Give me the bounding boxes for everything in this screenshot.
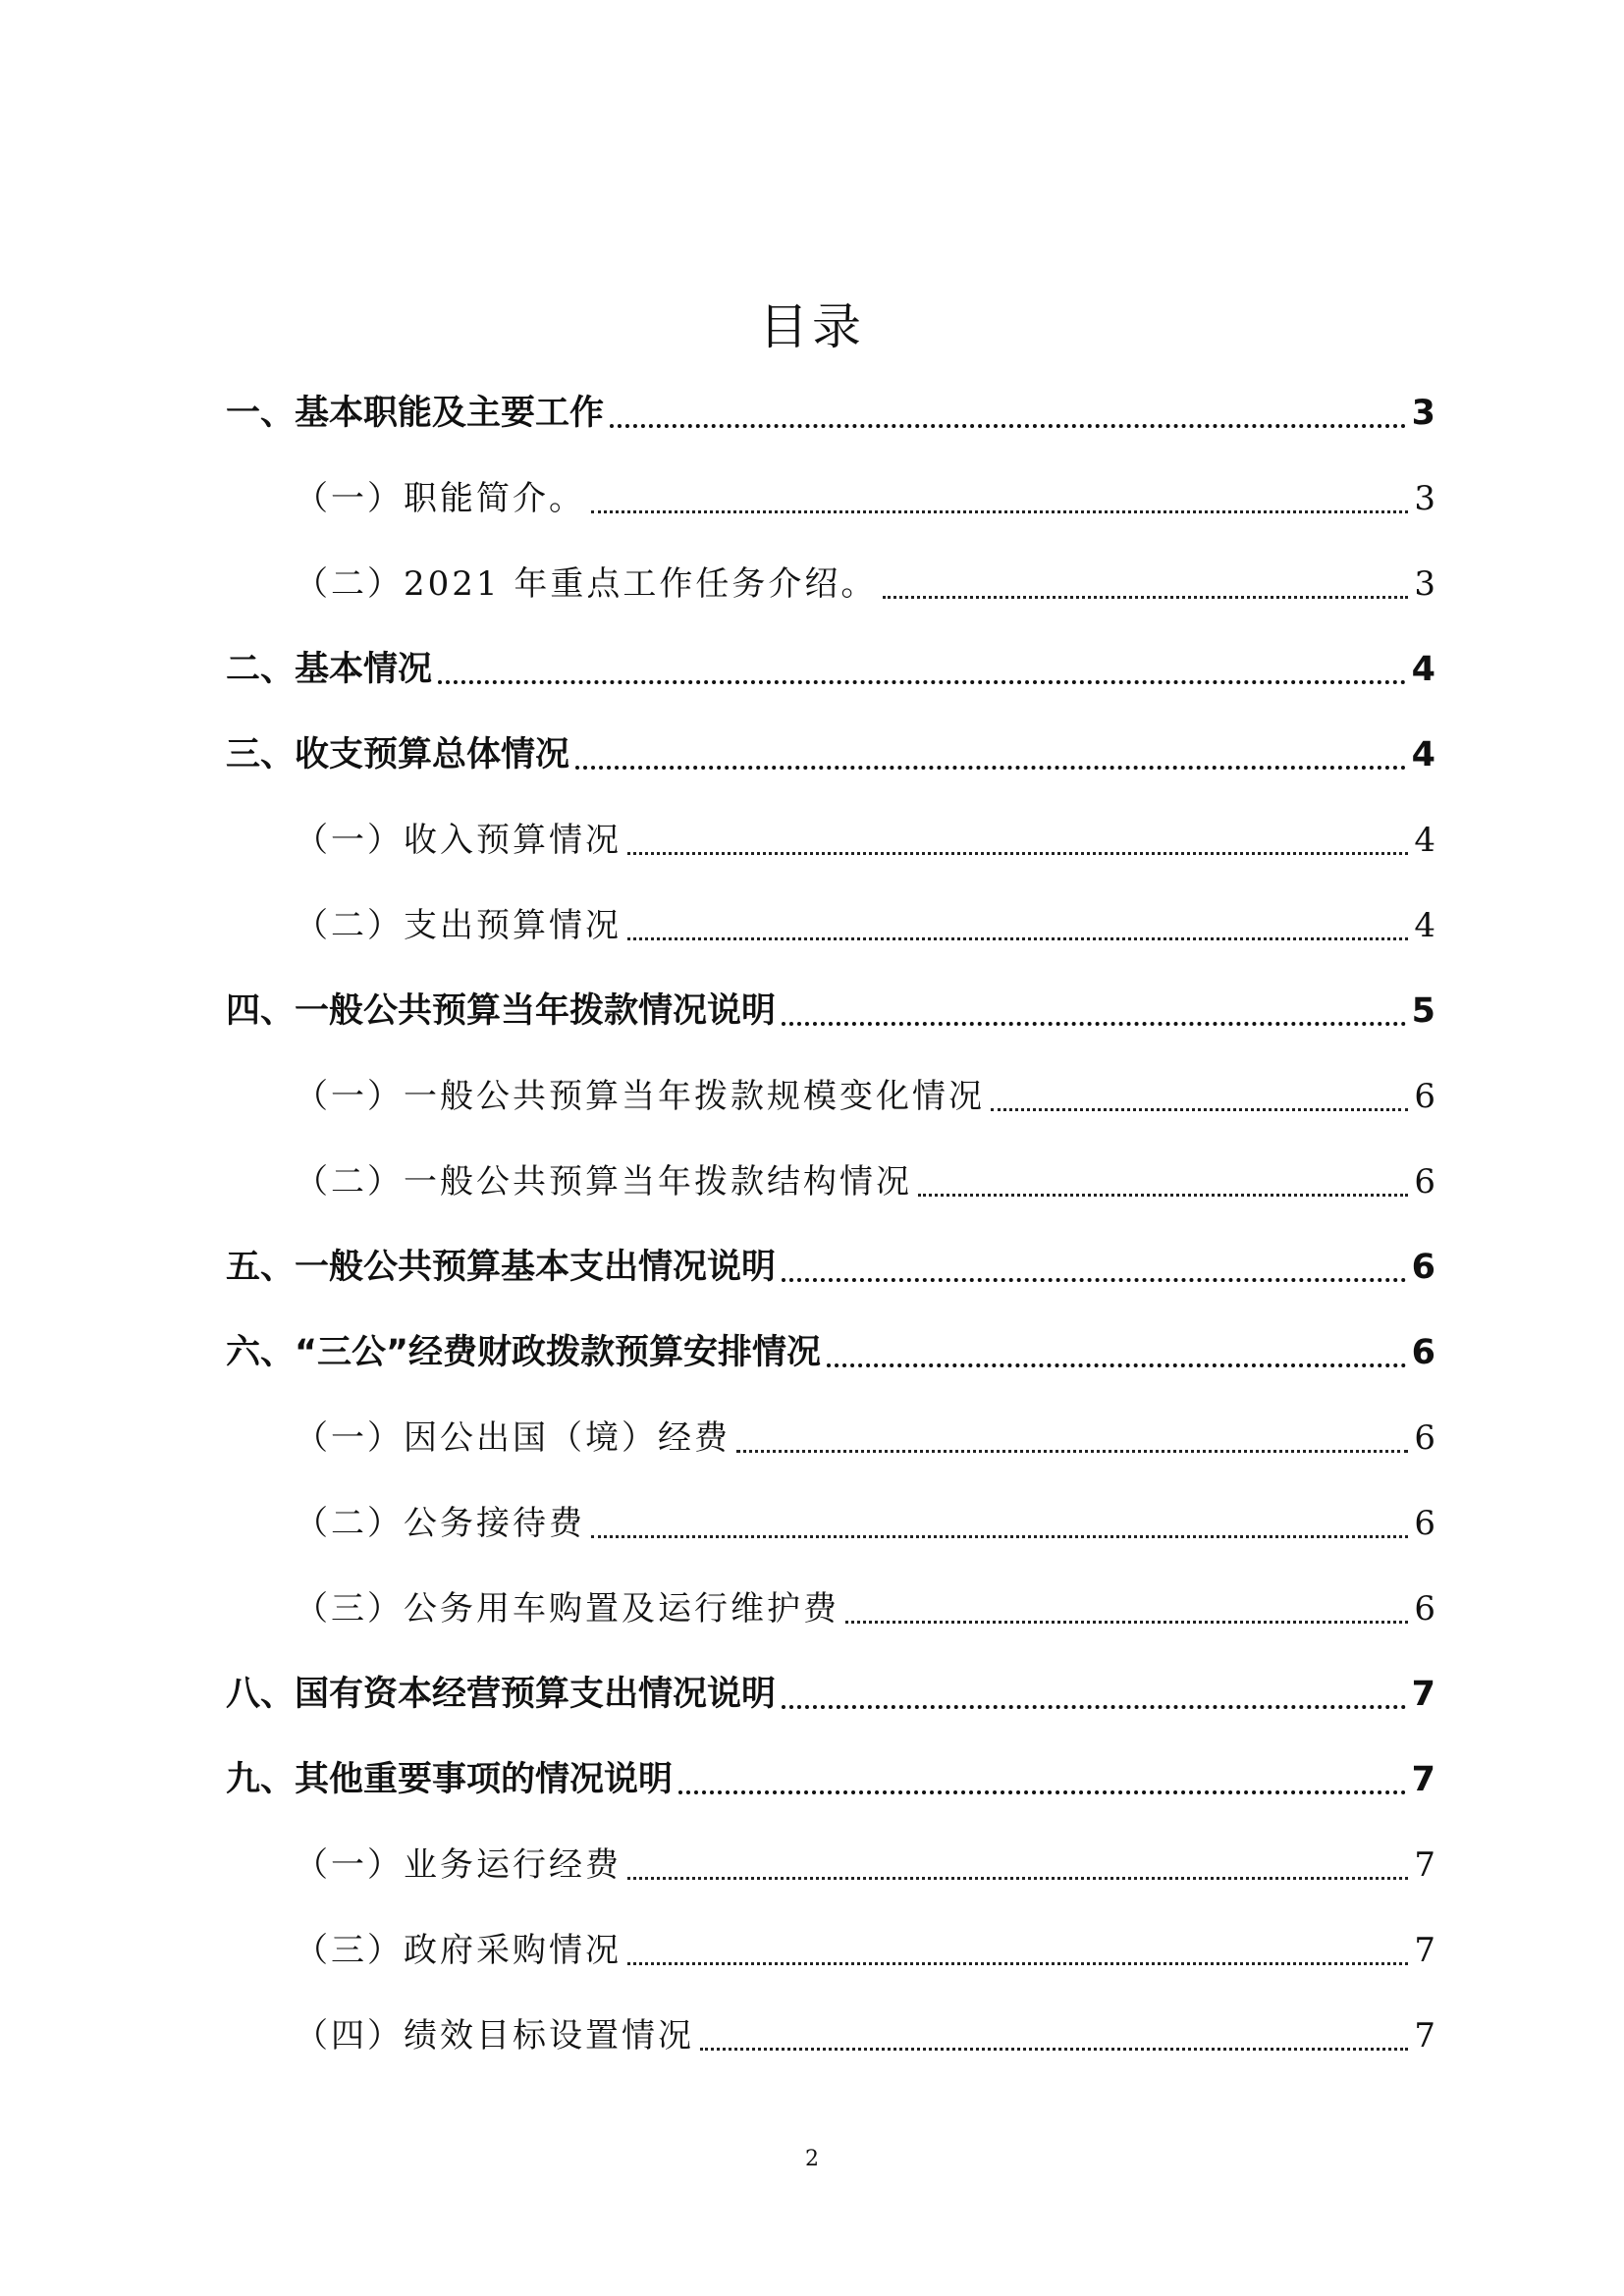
toc-entry-label: 五、一般公共预算基本支出情况说明 [226,1248,777,1287]
dot-leader [700,2048,1408,2051]
toc-entry-page: 4 [1411,650,1435,689]
toc-entry-page: 4 [1411,735,1435,774]
toc-entry[interactable] [226,1667,1435,1722]
toc-entry[interactable] [295,2008,1435,2063]
toc-entry-label: 九、其他重要事项的情况说明 [226,1760,674,1799]
dot-leader [991,1108,1408,1111]
toc-entry[interactable] [226,984,1435,1039]
dot-leader [845,1621,1408,1624]
toc-entry[interactable] [295,1923,1435,1978]
dot-leader [736,1450,1408,1453]
toc-entry[interactable] [295,557,1435,612]
toc-entry-page: 6 [1414,1504,1435,1543]
toc-entry[interactable] [226,1240,1435,1295]
page-number: 2 [805,2147,819,2171]
dot-leader [782,1022,1406,1026]
dot-leader [627,937,1408,940]
toc-entry-label: （二）公务接待费 [295,1504,585,1543]
dot-leader [591,1535,1408,1538]
dot-leader [883,596,1408,599]
toc-entry[interactable] [295,1496,1435,1551]
dot-leader [591,510,1408,513]
toc-entry-page: 6 [1411,1248,1435,1287]
toc-entry[interactable] [226,642,1435,697]
toc-entry-label: 四、一般公共预算当年拨款情况说明 [226,991,777,1031]
toc-entry-page: 7 [1411,1760,1435,1799]
toc-entry-page: 6 [1414,1589,1435,1629]
toc-entry[interactable] [295,471,1435,526]
toc-entry-label: （三）政府采购情况 [295,1931,622,1970]
toc-entry-page: 7 [1414,2016,1435,2056]
toc-entry-label: （二）一般公共预算当年拨款结构情况 [295,1162,912,1201]
toc-entry-label: （一）职能简介。 [295,479,585,518]
toc-entry-label: （二）支出预算情况 [295,906,622,945]
dot-leader [627,1877,1408,1880]
toc-entry-label: （二）2021 年重点工作任务介绍。 [295,564,878,604]
toc-entry-page: 5 [1411,991,1435,1031]
toc-entry-label: 三、收支预算总体情况 [226,735,570,774]
toc-entry-label: 八、国有资本经营预算支出情况说明 [226,1675,777,1714]
toc-entry-page: 7 [1414,1845,1435,1885]
dot-leader [782,1278,1406,1282]
toc-entry-page: 4 [1414,906,1435,945]
toc-entry[interactable] [226,727,1435,782]
dot-leader [627,1962,1408,1965]
toc-entry-page: 4 [1414,821,1435,860]
dot-leader [678,1790,1406,1794]
toc-entry-label: 一、基本职能及主要工作 [226,394,605,433]
toc-entry-label: 六、“三公”经费财政拨款预算安排情况 [226,1333,822,1372]
dot-leader [610,424,1406,428]
toc-entry-label: 二、基本情况 [226,650,433,689]
toc-entry[interactable] [295,1411,1435,1466]
toc-entry-page: 6 [1414,1418,1435,1458]
dot-leader [438,680,1406,684]
dot-leader [827,1363,1406,1367]
toc-entry[interactable] [226,1325,1435,1380]
toc-entry-label: （四）绩效目标设置情况 [295,2016,694,2056]
toc-entry[interactable] [295,813,1435,868]
toc-entry-page: 7 [1411,1675,1435,1714]
toc-entry-label: （一）收入预算情况 [295,821,622,860]
dot-leader [918,1194,1408,1197]
toc-entry-label: （一）因公出国（境）经费 [295,1418,731,1458]
toc-entry-page: 3 [1411,394,1435,433]
toc-entry[interactable] [295,1154,1435,1209]
dot-leader [627,852,1408,855]
toc-entry-page: 6 [1414,1077,1435,1116]
dot-leader [782,1705,1406,1709]
toc-entry[interactable] [226,386,1435,441]
toc-entry[interactable] [295,1069,1435,1124]
page-title: 目录 [759,298,865,355]
toc-entry-page: 3 [1414,564,1435,604]
toc-entry[interactable] [295,898,1435,953]
toc-entry-page: 6 [1414,1162,1435,1201]
toc-entry-label: （三）公务用车购置及运行维护费 [295,1589,839,1629]
dot-leader [575,766,1406,770]
toc-entry[interactable] [226,1752,1435,1807]
toc-entry-label: （一）业务运行经费 [295,1845,622,1885]
toc-entry-page: 6 [1411,1333,1435,1372]
toc-entry-label: （一）一般公共预算当年拨款规模变化情况 [295,1077,985,1116]
toc-entry[interactable] [295,1838,1435,1893]
toc-entry[interactable] [295,1581,1435,1636]
toc-entry-page: 7 [1414,1931,1435,1970]
toc-entry-page: 3 [1414,479,1435,518]
